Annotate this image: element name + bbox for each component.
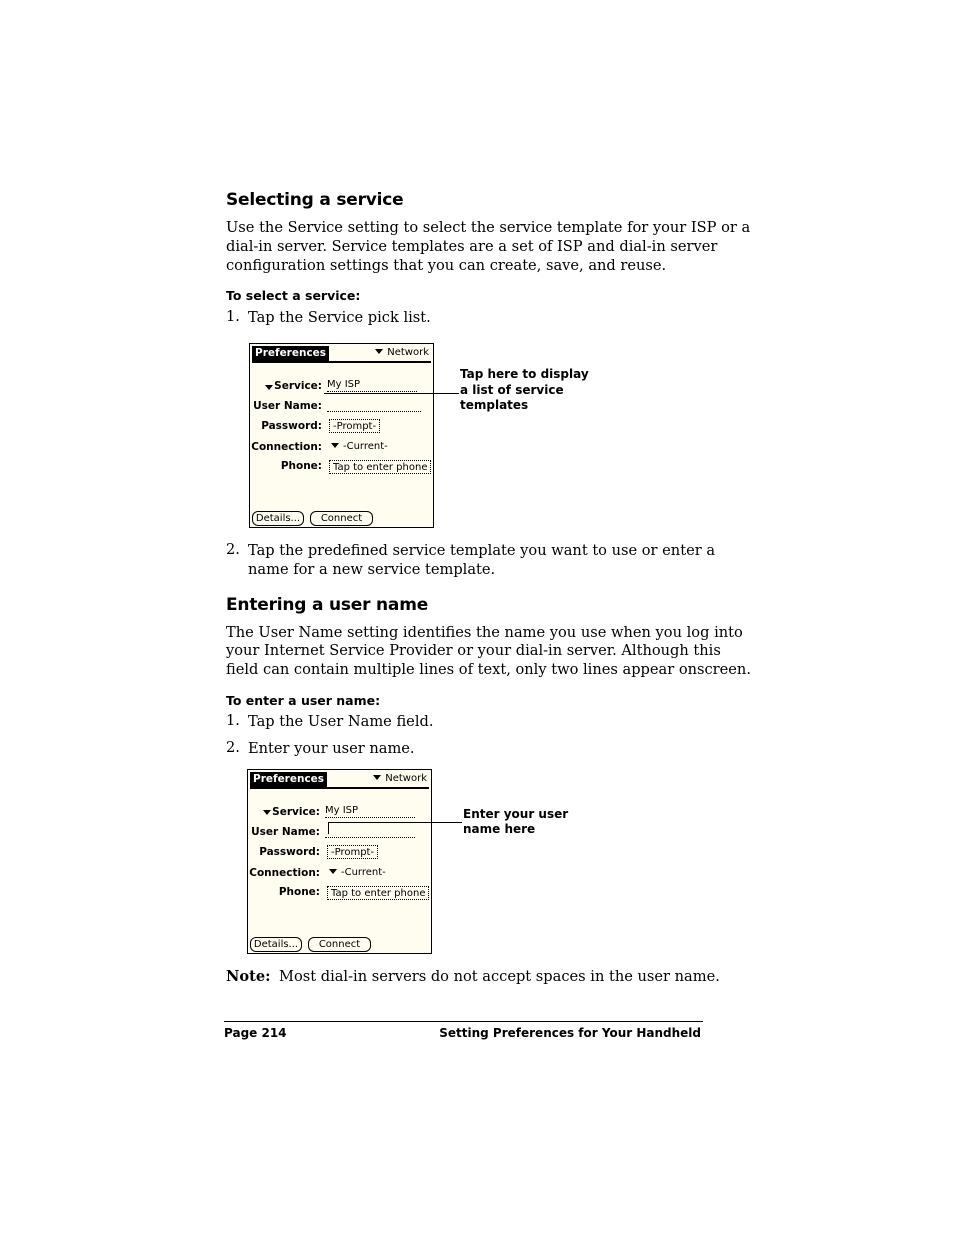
procedure-heading: To select a service: [226,288,361,303]
paragraph-line: The User Name setting identifies the name you use when you log into [226,624,743,641]
page-number: Page 214 [224,1026,287,1040]
callout-leader [329,822,462,823]
palm-screenshot [247,769,432,954]
phone-label: Phone: [278,886,320,898]
title-rule [250,787,429,789]
step-number: 1. [226,308,240,325]
connection-picker[interactable] [329,867,386,878]
connect-button[interactable]: Connect [308,937,371,952]
step-number: 2. [226,739,240,756]
password-label: Password: [261,420,322,432]
callout-line: Enter your user [463,807,569,821]
palm-screenshot [249,343,434,528]
footer-rule [224,1021,703,1022]
service-underline [325,817,415,818]
username-label: User Name: [253,400,322,412]
category-picker[interactable] [375,347,429,358]
phone-label: Phone: [280,460,322,472]
step-text: Enter your user name. [248,740,415,757]
category-picker[interactable] [373,773,427,784]
step-text: Tap the predefined service template you want to use or enter a [248,542,716,559]
service-value[interactable]: My ISP [327,379,361,390]
note-label: Note: [226,968,271,985]
connection-picker[interactable] [331,441,388,452]
step-text: name for a new service template. [248,561,496,578]
connection-label: Connection: [251,441,322,453]
connection-value: -Current- [343,441,388,452]
connection-label: Connection: [249,867,320,879]
service-label: Service: [272,806,320,818]
callout-line: templates [460,398,529,412]
callout-line: a list of service [460,383,564,397]
paragraph-line: Use the Service setting to select the service template for your ISP or a [226,219,751,236]
screen-title: Preferences [250,772,327,787]
screen-title: Preferences [252,346,329,361]
chevron-down-icon [331,443,339,448]
section-heading: Entering a user name [226,595,429,615]
paragraph-line: configuration settings that you can create, save, and reuse. [226,257,667,274]
service-label: Service: [274,380,322,392]
chevron-down-icon [375,349,383,354]
connect-button[interactable]: Connect [310,511,373,526]
step-number: 1. [226,712,240,729]
note-text: Most dial-in servers do not accept spaces in the user name. [279,968,720,985]
chapter-title: Setting Preferences for Your Handheld [439,1026,701,1040]
username-field[interactable] [327,411,421,412]
paragraph-line: field can contain multiple lines of text, only two lines appear onscreen. [226,661,751,678]
category-label: Network [387,347,429,358]
chevron-down-icon [373,775,381,780]
section-heading: Selecting a service [226,190,404,210]
username-field[interactable] [325,837,415,838]
service-underline [327,391,417,392]
category-label: Network [385,773,427,784]
step-text: Tap the User Name field. [248,713,434,730]
step-text: Tap the Service pick list. [248,309,431,326]
callout-line: Tap here to display [460,367,589,381]
details-button[interactable]: Details... [252,511,304,526]
paragraph-line: dial-in server. Service templates are a set of ISP and dial-in server [226,238,718,255]
chevron-down-icon [329,869,337,874]
phone-field[interactable]: Tap to enter phone [327,886,429,900]
username-label: User Name: [251,826,320,838]
connection-value: -Current- [341,867,386,878]
title-rule [252,361,431,363]
password-field[interactable]: -Prompt- [329,419,380,433]
password-field[interactable]: -Prompt- [327,845,378,859]
procedure-heading: To enter a user name: [226,693,381,708]
phone-field[interactable]: Tap to enter phone [329,460,431,474]
paragraph-line: your Internet Service Provider or your dial-in server. Although this [226,642,721,659]
callout-leader [324,393,459,394]
callout-line: name here [463,822,536,836]
service-value[interactable]: My ISP [325,805,359,816]
step-number: 2. [226,541,240,558]
details-button[interactable]: Details... [250,937,302,952]
text-cursor [328,822,329,834]
password-label: Password: [259,846,320,858]
